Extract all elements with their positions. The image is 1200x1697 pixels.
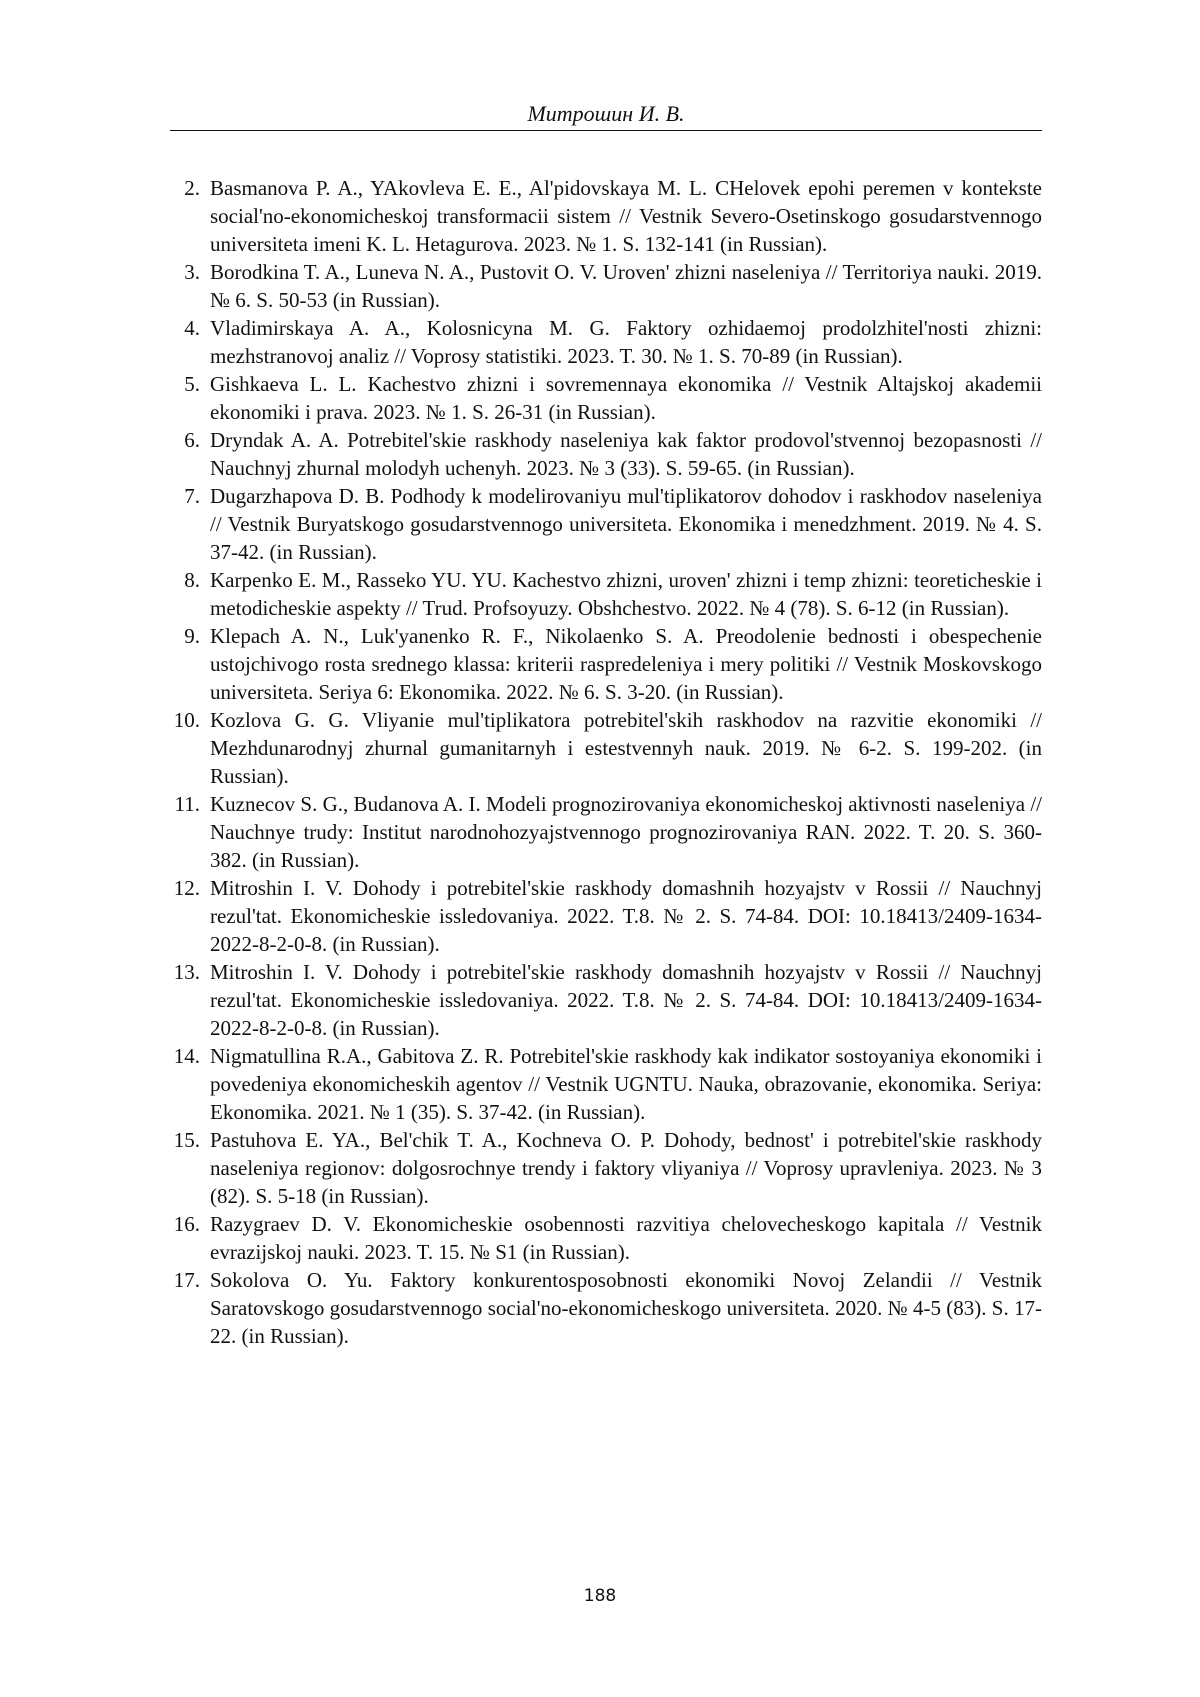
reference-item [170, 482, 1042, 566]
running-head-author: Митрошин И. В. [170, 100, 1042, 128]
reference-item [170, 790, 1042, 874]
reference-text: Mitroshin I. V. Dohody i potrebitel'skie raskhody domashnih hozyajstv v Rossii // Nauchnyj rezul'tat. Ekonomicheskie issledovaniya. 2022. T.8. № 2. S. 74-84. DOI: 10.18413/2409-1634-2022-8-2-0-8. (in Russian). [210, 874, 1042, 958]
reference-item [170, 1210, 1042, 1266]
reference-item [170, 426, 1042, 482]
reference-text: Borodkina T. A., Luneva N. A., Pustovit O. V. Uroven' zhizni naseleniya // Territoriya nauki. 2019. № 6. S. 50-53 (in Russian). [210, 258, 1042, 314]
reference-text: Mitroshin I. V. Dohody i potrebitel'skie raskhody domashnih hozyajstv v Rossii // Nauchnyj rezul'tat. Ekonomicheskie issledovaniya. 2022. T.8. № 2. S. 74-84. DOI: 10.18413/2409-1634-2022-8-2-0-8. (in Russian). [210, 958, 1042, 1042]
reference-item [170, 370, 1042, 426]
reference-text: Kuznecov S. G., Budanova A. I. Modeli prognozirovaniya ekonomicheskoj aktivnosti naseleniya // Nauchnye trudy: Institut narodnohozyajstvennogo prognozirovaniya RAN. 2022. T. 20. S. 360-382. (in Russian). [210, 790, 1042, 874]
reference-text: Dugarzhapova D. B. Podhody k modelirovaniyu mul'tiplikatorov dohodov i raskhodov naseleniya // Vestnik Buryatskogo gosudarstvennogo universiteta. Ekonomika i menedzhment. 2019. № 4. S. 37-42. (in Russian). [210, 482, 1042, 566]
reference-text: Kozlova G. G. Vliyanie mul'tiplikatora potrebitel'skih raskhodov na razvitie ekonomiki // Mezhdunarodnyj zhurnal gumanitarnyh i estestvennyh nauk. 2019. № 6-2. S. 199-202. (in Russian). [210, 706, 1042, 790]
reference-number: 13. [170, 958, 210, 1042]
reference-item [170, 1126, 1042, 1210]
reference-number: 17. [170, 1266, 210, 1350]
reference-text: Vladimirskaya A. A., Kolosnicyna M. G. Faktory ozhidaemoj prodolzhitel'nosti zhizni: mezhstranovoj analiz // Voprosy statistiki. 2023. T. 30. № 1. S. 70-89 (in Russian). [210, 314, 1042, 370]
reference-item [170, 566, 1042, 622]
reference-text: Dryndak A. A. Potrebitel'skie raskhody naseleniya kak faktor prodovol'stvennoj bezopasnosti // Nauchnyj zhurnal molodyh uchenyh. 2023. № 3 (33). S. 59-65. (in Russian). [210, 426, 1042, 482]
reference-number: 16. [170, 1210, 210, 1266]
reference-text: Karpenko E. M., Rasseko YU. YU. Kachestvo zhizni, uroven' zhizni i temp zhizni: teoreticheskie i metodicheskie aspekty // Trud. Profsoyuzy. Obshchestvo. 2022. № 4 (78). S. 6-12 (in Russian). [210, 566, 1042, 622]
reference-text: Basmanova P. A., YAkovleva E. E., Al'pidovskaya M. L. CHelovek epohi peremen v kontekste social'no-ekonomicheskoj transformacii sistem // Vestnik Severo-Osetinskogo gosudarstvennogo universiteta imeni K. L. Hetagurova. 2023. № 1. S. 132-141 (in Russian). [210, 174, 1042, 258]
page-number: 188 [0, 1586, 1200, 1606]
reference-text: Sokolova O. Yu. Faktory konkurentosposobnosti ekonomiki Novoj Zelandii // Vestnik Saratovskogo gosudarstvennogo social'no-ekonomicheskogo universiteta. 2020. № 4-5 (83). S. 17-22. (in Russian). [210, 1266, 1042, 1350]
reference-text: Gishkaeva L. L. Kachestvo zhizni i sovremennaya ekonomika // Vestnik Altajskoj akademii ekonomiki i prava. 2023. № 1. S. 26-31 (in Russian). [210, 370, 1042, 426]
reference-item [170, 174, 1042, 258]
reference-number: 12. [170, 874, 210, 958]
reference-number: 10. [170, 706, 210, 790]
reference-text: Klepach A. N., Luk'yanenko R. F., Nikolaenko S. A. Preodolenie bednosti i obespechenie ustojchivogo rosta srednego klassa: kriterii raspredeleniya i mery politiki // Vestnik Moskovskogo universiteta. Seriya 6: Ekonomika. 2022. № 6. S. 3-20. (in Russian). [210, 622, 1042, 706]
reference-item [170, 874, 1042, 958]
reference-number: 14. [170, 1042, 210, 1126]
reference-list [170, 174, 1042, 1350]
reference-item [170, 622, 1042, 706]
reference-number: 7. [170, 482, 210, 566]
reference-item [170, 314, 1042, 370]
reference-item [170, 258, 1042, 314]
reference-number: 6. [170, 426, 210, 482]
reference-number: 5. [170, 370, 210, 426]
reference-text: Razygraev D. V. Ekonomicheskie osobennosti razvitiya chelovecheskogo kapitala // Vestnik evrazijskoj nauki. 2023. T. 15. № S1 (in Russian). [210, 1210, 1042, 1266]
reference-number: 9. [170, 622, 210, 706]
reference-item [170, 1042, 1042, 1126]
reference-item [170, 1266, 1042, 1350]
reference-text: Nigmatullina R.A., Gabitova Z. R. Potrebitel'skie raskhody kak indikator sostoyaniya ekonomiki i povedeniya ekonomicheskih agentov // Vestnik UGNTU. Nauka, obrazovanie, ekonomika. Seriya: Ekonomika. 2021. № 1 (35). S. 37-42. (in Russian). [210, 1042, 1042, 1126]
reference-item [170, 958, 1042, 1042]
reference-text: Pastuhova E. YA., Bel'chik T. A., Kochneva O. P. Dohody, bednost' i potrebitel'skie raskhody naseleniya regionov: dolgosrochnye trendy i faktory vliyaniya // Voprosy upravleniya. 2023. № 3 (82). S. 5-18 (in Russian). [210, 1126, 1042, 1210]
header-rule [170, 130, 1042, 131]
reference-item [170, 706, 1042, 790]
reference-number: 8. [170, 566, 210, 622]
reference-number: 2. [170, 174, 210, 258]
reference-number: 11. [170, 790, 210, 874]
reference-number: 15. [170, 1126, 210, 1210]
reference-number: 4. [170, 314, 210, 370]
journal-page [0, 0, 1200, 1697]
reference-number: 3. [170, 258, 210, 314]
